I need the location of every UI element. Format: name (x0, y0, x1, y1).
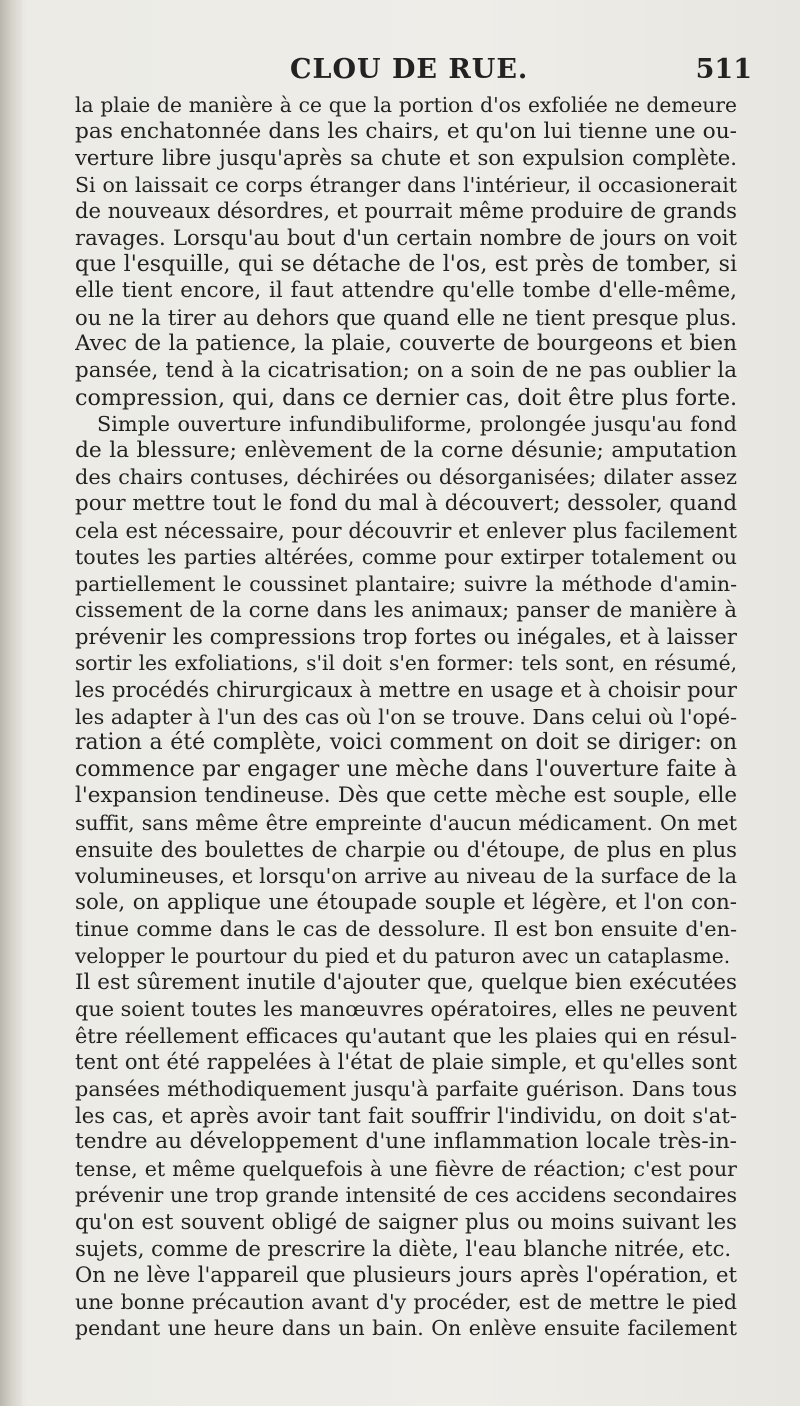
text-line: elle tient encore, il faut attendre qu'elle tombe d'elle-même, (75, 278, 737, 304)
text-line: Avec de la patience, la plaie, couverte de bourgeons et bien (75, 331, 737, 357)
text-line: compression, qui, dans ce dernier cas, doit être plus forte. (75, 384, 737, 411)
text-line: sortir les exfoliations, s'il doit s'en former: tels sont, en résumé, (75, 651, 737, 676)
text-line: toutes les parties altérées, comme pour extirper totalement ou (75, 545, 737, 570)
text-line: tent ont été rappelées à l'état de plaie simple, et qu'elles sont (75, 1049, 737, 1075)
text-line: partiellement le coussinet plantaire; suivre la méthode d'amin- (75, 571, 737, 596)
text-line: qu'on est souvent obligé de saigner plus ou moins suivant les (75, 1208, 737, 1234)
text-line: prévenir une trop grande intensité de ces accidens secondaires (75, 1183, 737, 1208)
text-line: sujets, comme de prescrire la diète, l'eau blanche nitrée, etc. (75, 1235, 732, 1261)
body-text (75, 92, 737, 1342)
text-line: les cas, et après avoir tant fait souffrir l'individu, on doit s'at- (75, 1102, 737, 1128)
text-line: tinue comme dans le cas de dessolure. Il est bon ensuite d'en- (75, 917, 737, 942)
text-line: que soient toutes les manœuvres opératoires, elles ne peuvent (75, 997, 737, 1022)
text-line: pour mettre tout le fond du mal à découvert; dessoler, quand (75, 490, 737, 516)
text-line: sole, on applique une étoupade souple et légère, et l'on con- (75, 889, 737, 915)
text-line: tense, et même quelquefois à une fièvre de réaction; c'est pour (75, 1156, 737, 1181)
text-line: cela est nécessaire, pour découvrir et enlever plus facilement (75, 517, 737, 543)
text-line: une bonne précaution avant d'y procéder, est de mettre le pied (75, 1289, 737, 1314)
page-binding-edge (0, 0, 22, 1406)
page-number: 511 (695, 54, 752, 85)
text-line: On ne lève l'appareil que plusieurs jours après l'opération, et (75, 1262, 737, 1288)
text-line: que l'esquille, qui se détache de l'os, est près de tomber, si (75, 251, 737, 277)
text-line: de nouveaux désordres, et pourrait même produire de grands (75, 198, 737, 224)
page-header (60, 50, 760, 94)
text-line: verture libre jusqu'après sa chute et son expulsion complète. (75, 145, 737, 171)
running-title: CLOU DE RUE. (290, 54, 529, 85)
text-line: pansées méthodiquement jusqu'à parfaite guérison. Dans tous (75, 1076, 737, 1101)
text-line: volumineuses, et lorsqu'on arrive au niveau de la surface de la (75, 864, 737, 889)
text-line: pansée, tend à la cicatrisation; on a soin de ne pas oublier la (75, 357, 737, 383)
text-line: velopper le pourtour du pied et du paturon avec un cataplasme. (75, 944, 731, 968)
text-line: la plaie de manière à ce que la portion d'os exfoliée ne demeure (75, 93, 737, 117)
text-line: être réellement efficaces qu'autant que les plaies qui en résul- (75, 1023, 737, 1048)
text-line: Simple ouverture infundibuliforme, prolongée jusqu'au fond (97, 412, 737, 437)
text-line: suffit, sans même être empreinte d'aucun médicament. On met (75, 811, 737, 836)
text-line: de la blessure; enlèvement de la corne désunie; amputation (75, 437, 737, 463)
text-line: les adapter à l'un des cas où l'on se trouve. Dans celui où l'opé- (75, 704, 737, 729)
text-line: ensuite des boulettes de charpie ou d'étoupe, de plus en plus (75, 836, 737, 862)
text-line: tendre au développement d'une inflammation locale très-in- (75, 1129, 737, 1155)
text-line: les procédés chirurgicaux à mettre en usage et à choisir pour (75, 677, 737, 703)
text-line: ou ne la tirer au dehors que quand elle ne tient presque plus. (75, 304, 737, 330)
text-line: ration a été complète, voici comment on doit se diriger: on (75, 730, 737, 756)
text-line: ravages. Lorsqu'au bout d'un certain nombre de jours on voit (75, 224, 737, 250)
text-line: Si on laissait ce corps étranger dans l'intérieur, il occasionerait (75, 172, 737, 197)
text-line: pas enchatonnée dans les chairs, et qu'on lui tienne une ou- (75, 118, 737, 144)
text-line: Il est sûrement inutile d'ajouter que, quelque bien exécutées (75, 969, 737, 995)
text-line: prévenir les compressions trop fortes ou inégales, et à laisser (75, 623, 737, 649)
text-line: commence par engager une mèche dans l'ouverture faite à (75, 756, 737, 782)
text-line: cissement de la corne dans les animaux; panser de manière à (75, 597, 737, 623)
text-line: l'expansion tendineuse. Dès que cette mèche est souple, elle (75, 783, 737, 809)
text-line: pendant une heure dans un bain. On enlève ensuite facilement (75, 1316, 737, 1341)
text-line: des chairs contuses, déchirées ou désorganisées; dilater assez (75, 465, 737, 490)
